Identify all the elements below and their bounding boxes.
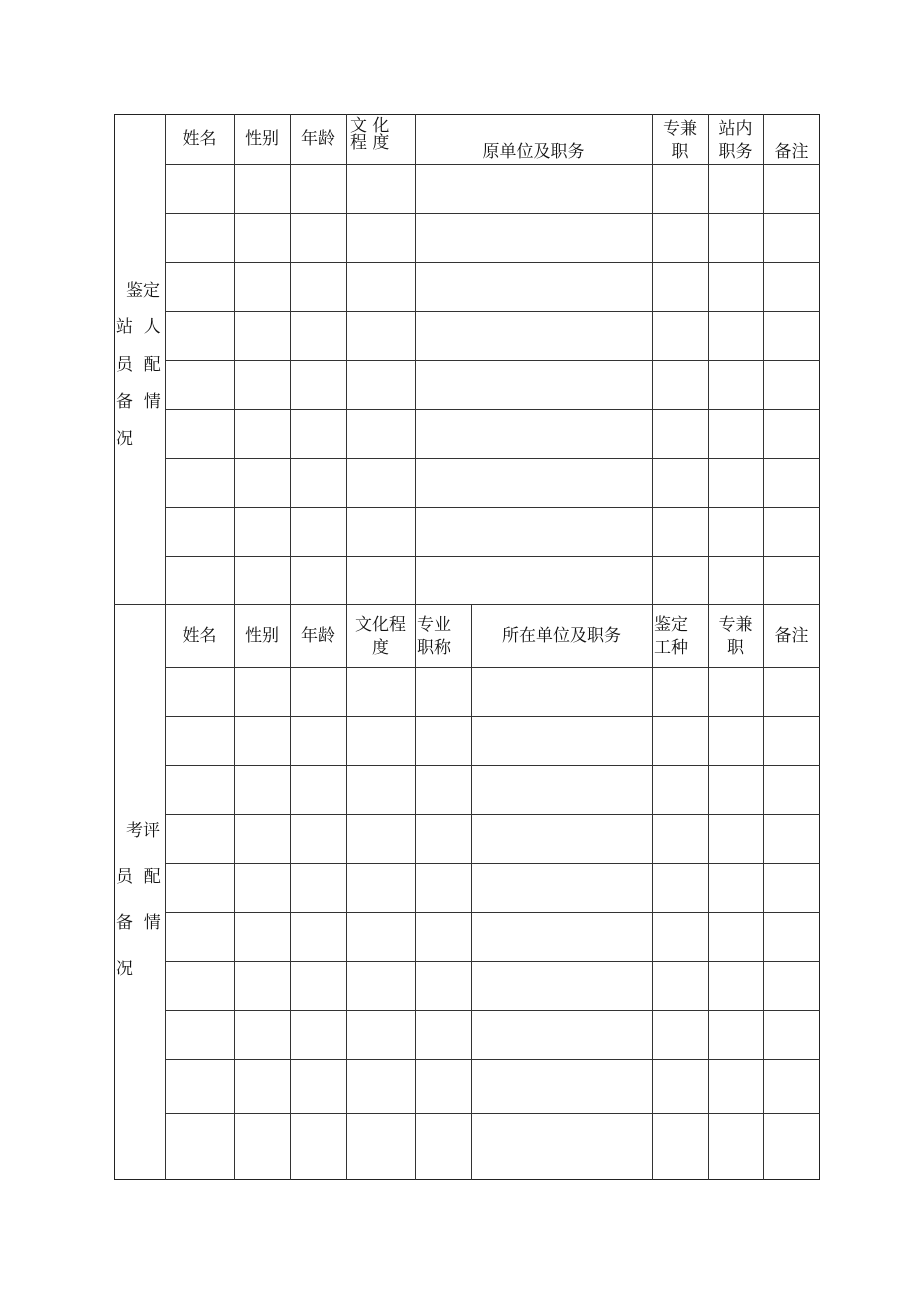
s2-side-line-4: 况 [116, 959, 133, 979]
s1-row-line [165, 213, 820, 214]
s1-header-fulltime-1: 专兼 [663, 119, 697, 139]
s1-col-line [415, 114, 416, 604]
s1-col-line [346, 114, 347, 604]
s1-col-line [234, 114, 235, 604]
s2-side-line-2: 员 配 [116, 867, 161, 887]
s1-header-remarks: 备注 [774, 142, 809, 162]
s2-row-line [165, 961, 820, 962]
s1-header-station-duty-2: 职务 [718, 142, 753, 162]
s1-row-line [165, 409, 820, 410]
s2-header-trade-1: 鉴定 [654, 615, 688, 635]
s1-col-line [290, 114, 291, 604]
s1-row-line [165, 556, 820, 557]
section1-header-divider [165, 164, 820, 165]
s2-header-education-1: 文化程 [355, 615, 406, 635]
s1-header-fulltime-2: 职 [671, 142, 689, 162]
s2-col-line [415, 604, 416, 1180]
s1-row-line [165, 360, 820, 361]
s1-row-line [165, 262, 820, 263]
s2-row-line [165, 1113, 820, 1114]
section-divider [114, 604, 820, 605]
s1-header-original-unit: 原单位及职务 [482, 142, 585, 162]
side-column-separator [165, 114, 166, 1180]
s1-header-education-1: 文 化 [350, 116, 390, 136]
s1-side-line-4: 备 情 [116, 392, 161, 412]
s2-header-age: 年龄 [301, 626, 335, 646]
s2-row-line [165, 863, 820, 864]
s1-side-line-5: 况 [116, 429, 133, 449]
s2-header-gender: 性别 [245, 626, 279, 646]
s1-row-line [165, 311, 820, 312]
s1-col-line [652, 114, 653, 604]
s1-header-age: 年龄 [301, 129, 335, 149]
s2-header-title-2: 职称 [417, 638, 451, 658]
s1-side-line-2: 站 人 [116, 317, 161, 337]
s1-header-station-duty-1: 站内 [718, 119, 753, 139]
s1-row-line [165, 507, 820, 508]
s2-col-line [708, 604, 709, 1180]
s2-col-line [471, 604, 472, 1180]
s2-row-line [165, 814, 820, 815]
s2-side-line-1: 考评 [126, 821, 160, 841]
s2-header-title-1: 专业 [417, 615, 451, 635]
section2-header-divider [165, 667, 820, 668]
s2-row-line [165, 716, 820, 717]
s2-header-trade-2: 工种 [654, 638, 688, 658]
s2-col-line [346, 604, 347, 1180]
s2-row-line [165, 765, 820, 766]
s2-header-remarks: 备注 [774, 626, 809, 646]
s2-header-name: 姓名 [182, 626, 217, 646]
s2-header-education-2: 度 [372, 638, 389, 658]
s2-side-line-3: 备 情 [116, 913, 161, 933]
s1-side-line-3: 员 配 [116, 355, 161, 375]
s2-col-line [652, 604, 653, 1180]
s1-header-name: 姓名 [182, 129, 217, 149]
s2-row-line [165, 1010, 820, 1011]
s2-col-line [290, 604, 291, 1180]
s2-row-line [165, 912, 820, 913]
s1-header-gender: 性别 [245, 129, 279, 149]
s1-col-line [708, 114, 709, 604]
s2-header-fulltime-2: 职 [727, 638, 744, 658]
s2-col-line [234, 604, 235, 1180]
s2-header-unit: 所在单位及职务 [502, 626, 621, 646]
s2-col-line [763, 604, 764, 1180]
s1-row-line [165, 458, 820, 459]
s1-side-line-1: 鉴定 [126, 281, 160, 301]
s2-header-fulltime-1: 专兼 [718, 615, 753, 635]
s1-header-education-2: 程 度 [350, 133, 390, 153]
s2-row-line [165, 1059, 820, 1060]
s1-col-line [763, 114, 764, 604]
